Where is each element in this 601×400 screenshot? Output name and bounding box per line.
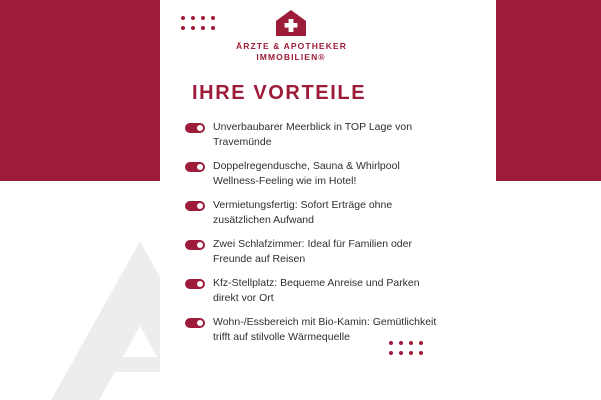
benefits-list	[185, 120, 445, 354]
list-item	[185, 159, 445, 189]
list-item	[185, 237, 445, 267]
pill-bullet-icon	[185, 162, 205, 172]
pill-bullet-icon	[185, 279, 205, 289]
logo-line-2: IMMOBILIEN®	[256, 52, 326, 62]
list-item	[185, 120, 445, 150]
pill-bullet-icon	[185, 201, 205, 211]
dot-icon	[181, 26, 185, 30]
dot-icon	[191, 26, 195, 30]
right-red-band	[496, 0, 601, 181]
list-item	[185, 315, 445, 345]
list-item-text: Wohn-/Essbereich mit Bio-Kamin: Gemütlichkeit trifft auf stilvolle Wärmequelle	[213, 316, 437, 343]
pill-bullet-icon	[185, 318, 205, 328]
dot-grid-icon-top	[181, 16, 215, 30]
house-with-cross-icon	[271, 8, 311, 38]
dot-icon	[191, 16, 195, 20]
list-item	[185, 276, 445, 306]
list-item-text: Unverbaubarer Meerblick in TOP Lage von Travemünde	[213, 121, 413, 148]
list-item	[185, 198, 445, 228]
list-item-text: Vermietungsfertig: Sofort Erträge ohne zusätzlichen Aufwand	[213, 199, 393, 226]
company-logo	[236, 8, 346, 63]
dot-icon	[211, 16, 215, 20]
dot-icon	[181, 16, 185, 20]
left-red-band	[0, 0, 160, 181]
page-title: IHRE VORTEILE	[192, 82, 367, 104]
dot-icon	[201, 16, 205, 20]
dot-icon	[201, 26, 205, 30]
list-item-text: Kfz-Stellplatz: Bequeme Anreise und Parken direkt vor Ort	[213, 277, 420, 304]
pill-bullet-icon	[185, 240, 205, 250]
dot-icon	[211, 26, 215, 30]
list-item-text: Zwei Schlafzimmer: Ideal für Familien oder Freunde auf Reisen	[213, 238, 412, 265]
pill-bullet-icon	[185, 123, 205, 133]
logo-line-1: ÄRZTE & APOTHEKER	[236, 41, 347, 51]
list-item-text: Doppelregendusche, Sauna & Whirlpool Wellness-Feeling wie im Hotel!	[213, 160, 400, 187]
